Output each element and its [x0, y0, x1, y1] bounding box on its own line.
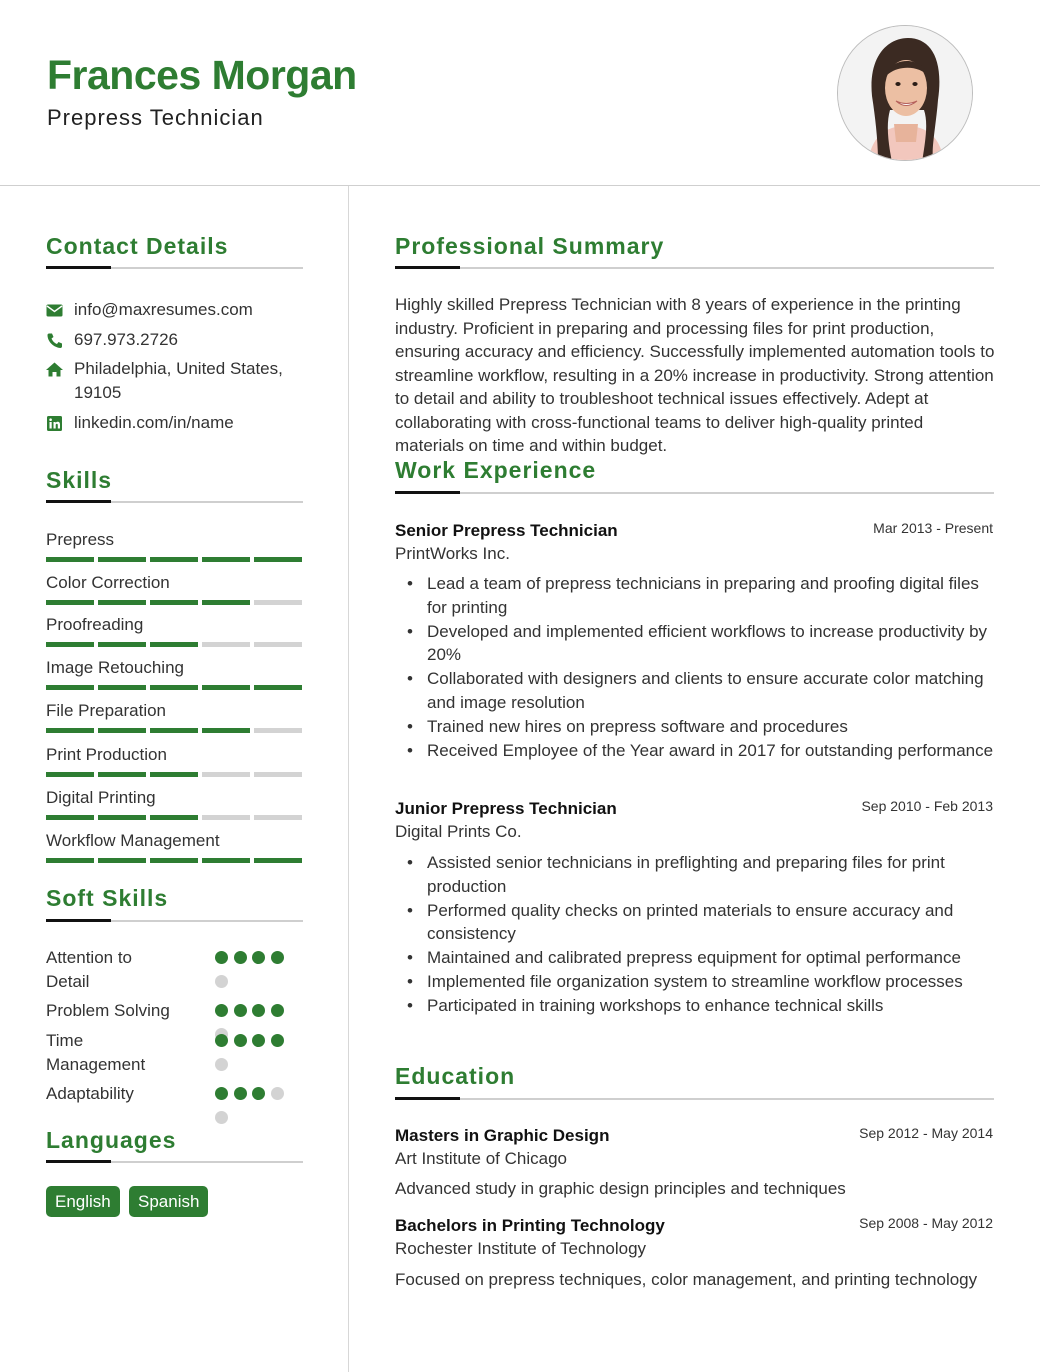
education-school: Art Institute of Chicago: [395, 1149, 567, 1168]
education-description: Focused on prepress techniques, color management, and printing technology: [395, 1270, 978, 1289]
soft-skills-section-rule: [46, 920, 303, 922]
skill-level-bar: [46, 858, 302, 863]
skill-level-segment: [98, 815, 146, 820]
skill-label: Digital Printing: [46, 788, 156, 807]
list-item: • Maintained and calibrated prepress equipment for optimal performance: [395, 946, 995, 970]
skill-level-segment: [150, 557, 198, 562]
job-company: PrintWorks Inc.: [395, 544, 510, 563]
soft-skill-level-dot: [271, 1087, 284, 1100]
soft-skill-label: Problem Solving: [46, 1001, 170, 1020]
soft-skill-level-dot: [252, 1034, 265, 1047]
skill-level-segment: [46, 557, 94, 562]
list-item: • Participated in training workshops to enhance technical skills: [395, 994, 995, 1018]
candidate-name: Frances Morgan: [47, 52, 357, 98]
soft-skill-level-dot: [252, 1004, 265, 1017]
job-dates: Sep 2010 - Feb 2013: [861, 798, 993, 814]
language-badge-english: English: [46, 1186, 120, 1217]
skill-level-segment: [202, 728, 250, 733]
skill-item: [46, 700, 302, 722]
soft-skill-level-dot: [271, 951, 284, 964]
experience-section-rule: [395, 492, 994, 494]
skill-level-segment: [46, 642, 94, 647]
skill-level-segment: [46, 728, 94, 733]
job-role: Senior Prepress Technician: [395, 521, 618, 540]
candidate-title: Prepress Technician: [47, 105, 264, 130]
skill-level-segment: [150, 685, 198, 690]
skill-level-bar: [46, 600, 302, 605]
education-dates: Sep 2008 - May 2012: [859, 1215, 993, 1231]
skill-level-segment: [150, 858, 198, 863]
skill-item: [46, 744, 302, 766]
skill-level-segment: [202, 642, 250, 647]
skill-item: [46, 657, 302, 679]
summary-section-title: Professional Summary: [395, 233, 665, 259]
skill-level-segment: [254, 600, 302, 605]
list-item: • Received Employee of the Year award in 2017 for outstanding performance: [395, 739, 995, 763]
job-company: Digital Prints Co.: [395, 822, 522, 841]
skill-level-segment: [202, 772, 250, 777]
skill-level-segment: [254, 815, 302, 820]
skill-level-bar: [46, 815, 302, 820]
soft-skill-level-dot: [271, 1034, 284, 1047]
soft-skill-level-dot: [234, 1034, 247, 1047]
job-header: [395, 520, 993, 566]
skill-level-segment: [98, 642, 146, 647]
job-dates: Mar 2013 - Present: [873, 520, 993, 536]
experience-section-title: Work Experience: [395, 457, 597, 483]
skill-level-bar: [46, 685, 302, 690]
skill-level-segment: [150, 728, 198, 733]
soft-skill-level-dot: [215, 1111, 228, 1124]
skill-level-bar: [46, 772, 302, 777]
skill-level-segment: [46, 815, 94, 820]
skill-level-segment: [254, 858, 302, 863]
skill-level-segment: [46, 600, 94, 605]
soft-skill-label: Adaptability: [46, 1084, 134, 1103]
skill-item: [46, 572, 302, 594]
soft-skill-level-dot: [215, 975, 228, 988]
soft-skill-level-dot: [234, 1004, 247, 1017]
home-icon: [46, 362, 63, 377]
skill-label: Prepress: [46, 530, 115, 549]
skill-level-segment: [98, 858, 146, 863]
skill-level-segment: [150, 642, 198, 647]
summary-section-rule: [395, 267, 994, 269]
education-header: [395, 1215, 993, 1261]
resume-header: [0, 0, 1040, 186]
skill-level-segment: [202, 685, 250, 690]
linkedin-icon: [46, 416, 63, 431]
skill-level-segment: [254, 642, 302, 647]
education-degree: Bachelors in Printing Technology: [395, 1216, 665, 1235]
contact-phone-text: 697.973.2726: [74, 330, 178, 349]
education-description: Advanced study in graphic design principles and techniques: [395, 1179, 846, 1198]
column-divider: [348, 186, 349, 1372]
education-dates: Sep 2012 - May 2014: [859, 1125, 993, 1141]
skill-level-segment: [46, 685, 94, 690]
job-bullets: [395, 851, 995, 1018]
profile-photo: [837, 25, 973, 161]
list-item: • Lead a team of prepress technicians in preparing and proofing digital files for printing: [395, 572, 995, 619]
skill-level-segment: [202, 600, 250, 605]
skills-section-rule: [46, 501, 303, 503]
soft-skill-level-dot: [215, 1058, 228, 1071]
languages-section-title: Languages: [46, 1127, 177, 1153]
skill-level-segment: [98, 600, 146, 605]
education-section-rule: [395, 1098, 994, 1100]
languages-section-rule: [46, 1161, 303, 1163]
skill-level-segment: [150, 600, 198, 605]
list-item: • Performed quality checks on printed materials to ensure accuracy and consistency: [395, 899, 995, 946]
education-header: [395, 1125, 993, 1171]
list-item: • Developed and implemented efficient workflows to increase productivity by 20%: [395, 620, 995, 667]
phone-icon: [46, 333, 63, 348]
skill-level-segment: [98, 728, 146, 733]
education-section-title: Education: [395, 1063, 516, 1089]
skill-item: [46, 529, 302, 551]
skill-level-segment: [254, 772, 302, 777]
education-degree: Masters in Graphic Design: [395, 1126, 610, 1145]
skill-level-segment: [254, 728, 302, 733]
skill-level-segment: [46, 858, 94, 863]
skill-level-segment: [150, 772, 198, 777]
skill-level-segment: [98, 772, 146, 777]
skills-section-title: Skills: [46, 467, 113, 493]
skill-label: Proofreading: [46, 615, 144, 634]
soft-skill-level-dot: [215, 1004, 228, 1017]
skill-item: [46, 787, 302, 809]
skill-label: Workflow Management: [46, 831, 220, 850]
skill-level-segment: [254, 557, 302, 562]
profile-photo-image: [838, 26, 973, 161]
envelope-icon: [46, 303, 63, 318]
soft-skills-section-title: Soft Skills: [46, 885, 169, 911]
language-badge-spanish: Spanish: [129, 1186, 208, 1217]
contact-email-text: info@maxresumes.com: [74, 300, 253, 319]
skill-level-bar: [46, 728, 302, 733]
soft-skill-label: Time Management: [46, 1031, 146, 1074]
summary-text: Highly skilled Prepress Technician with 8 years of experience in the printing industry. Proficient in preparing and processing files for print production, ensuring accuracy and efficiency. Successfully implemented automation tools to streamline workflow, resulting in a 20% increase in productivity. Strong attention to detail and ability to troubleshoot technical issues effectively. Adept at collaborating with cross-functional teams to deliver high-quality printed materials on time and within budget.: [395, 295, 995, 455]
skill-level-segment: [202, 557, 250, 562]
list-item: • Assisted senior technicians in preflighting and preparing files for print production: [395, 851, 995, 898]
contact-section-rule: [46, 267, 303, 269]
skill-label: Color Correction: [46, 573, 170, 592]
skill-label: File Preparation: [46, 701, 167, 720]
job-bullets: [395, 572, 995, 763]
soft-skill-level-dot: [252, 951, 265, 964]
skill-level-segment: [254, 685, 302, 690]
skill-level-segment: [202, 858, 250, 863]
skill-label: Print Production: [46, 745, 167, 764]
soft-skill-level-dot: [252, 1087, 265, 1100]
list-item: • Trained new hires on prepress software and procedures: [395, 715, 995, 739]
skill-level-segment: [150, 815, 198, 820]
skill-level-segment: [98, 557, 146, 562]
soft-skill-level-dot: [234, 1087, 247, 1100]
contact-address-text: Philadelphia, United States, 19105: [74, 359, 283, 402]
skill-item: [46, 830, 302, 852]
soft-skill-level-dot: [234, 951, 247, 964]
contact-linkedin-text: linkedin.com/in/name: [74, 413, 234, 432]
soft-skill-level-dot: [215, 951, 228, 964]
skill-level-segment: [46, 772, 94, 777]
skill-level-bar: [46, 557, 302, 562]
job-role: Junior Prepress Technician: [395, 799, 617, 818]
list-item: • Implemented file organization system to streamline workflow processes: [395, 970, 995, 994]
contact-section-title: Contact Details: [46, 233, 229, 259]
soft-skill-level-dot: [215, 1087, 228, 1100]
job-header: [395, 798, 993, 844]
skill-level-segment: [202, 815, 250, 820]
skill-level-bar: [46, 642, 302, 647]
skill-item: [46, 614, 302, 636]
soft-skill-level-dot: [271, 1004, 284, 1017]
skill-label: Image Retouching: [46, 658, 184, 677]
soft-skill-label: Attention to Detail: [46, 948, 133, 991]
soft-skill-level-dot: [215, 1034, 228, 1047]
skill-level-segment: [98, 685, 146, 690]
education-school: Rochester Institute of Technology: [395, 1239, 647, 1258]
list-item: • Collaborated with designers and clients to ensure accurate color matching and image resolution: [395, 667, 995, 714]
